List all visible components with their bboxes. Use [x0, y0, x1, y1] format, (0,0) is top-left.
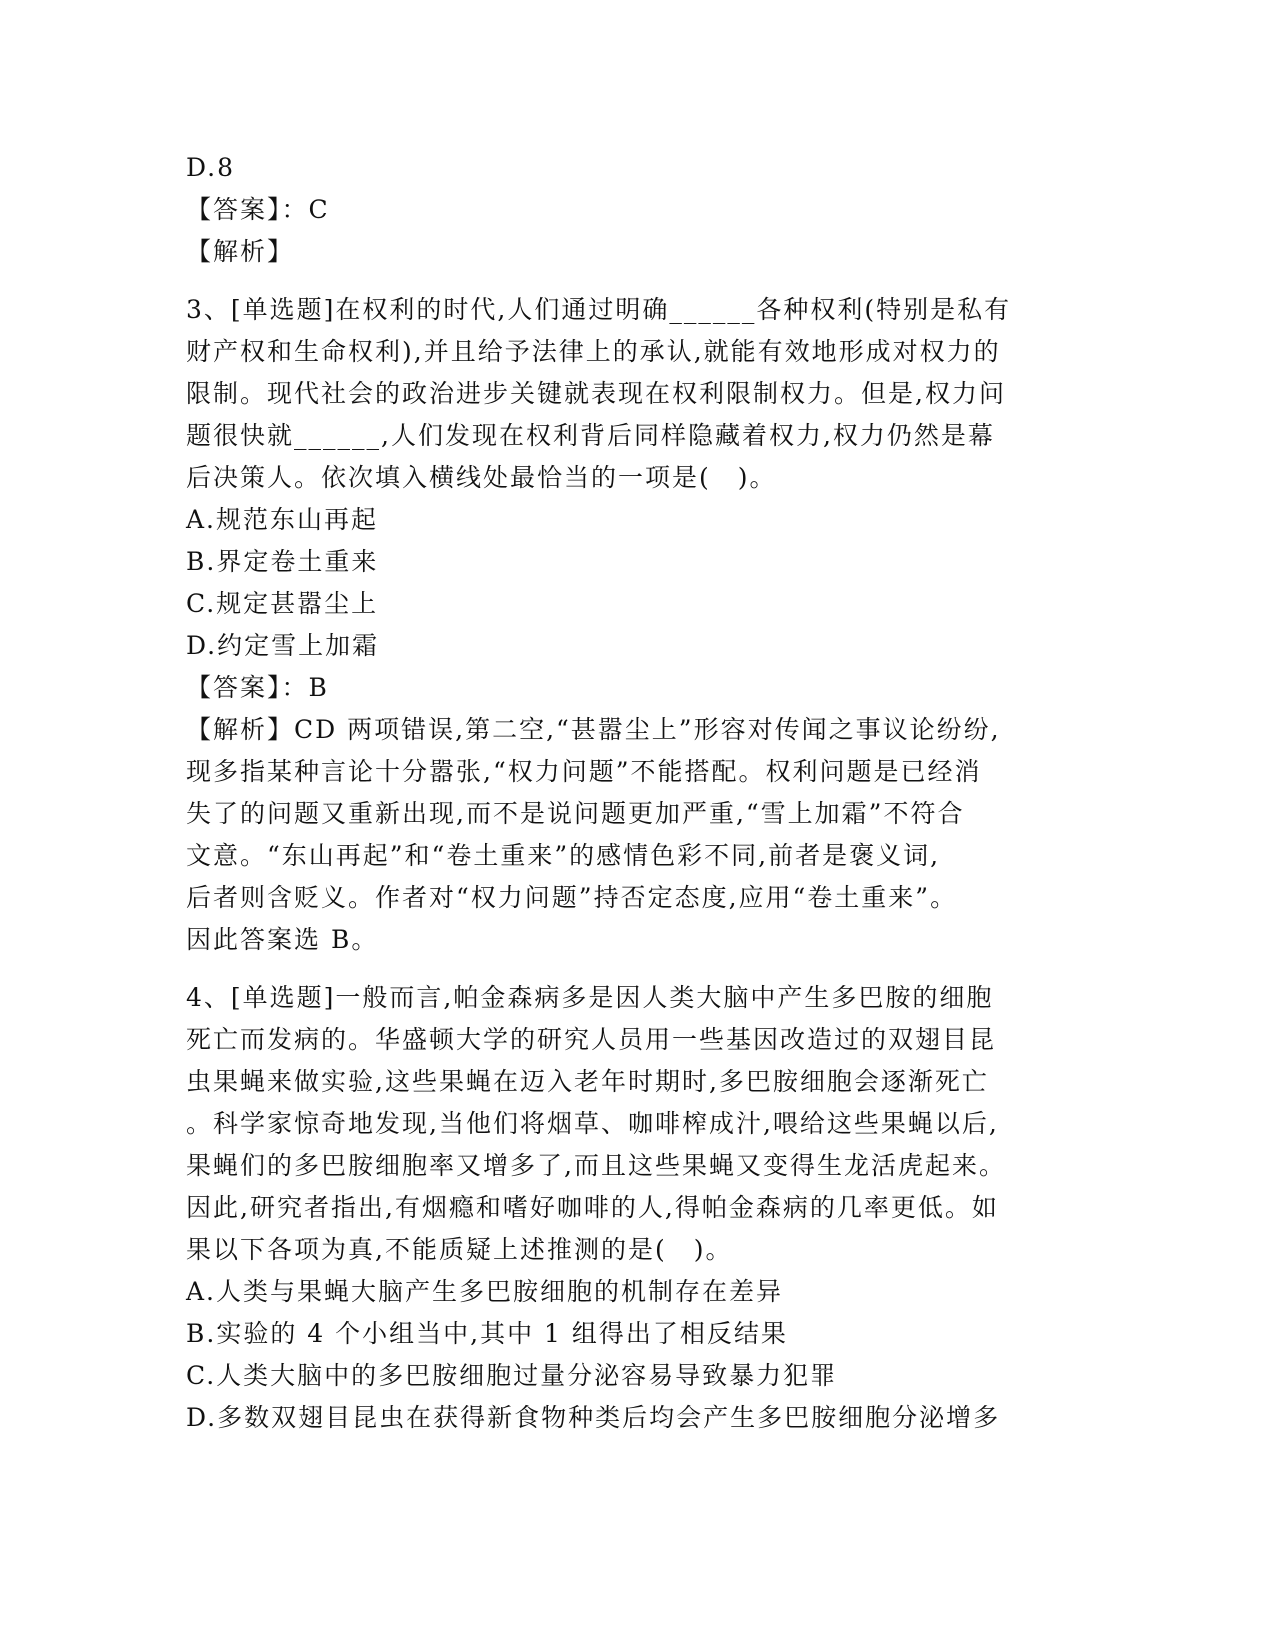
q4-option-a: A.人类与果蝇大脑产生多巴胺细胞的机制存在差异: [186, 1277, 784, 1306]
q4-stem-line: 果以下各项为真,不能质疑上述推测的是( )。: [186, 1235, 733, 1264]
q3-analysis-line: 因此答案选 B。: [186, 925, 379, 954]
question-4: [186, 977, 1086, 1439]
spacer: [186, 273, 1086, 289]
q4-stem-line: 4、[单选题]一般而言,帕金森病多是因人类大脑中产生多巴胺的细胞: [186, 983, 994, 1012]
question-3: [186, 289, 1086, 961]
q3-stem-line: 3、[单选题]在权利的时代,人们通过明确______各种权利(特别是私有: [186, 295, 1012, 324]
q3-analysis-line: 现多指某种言论十分嚣张,“权力问题”不能搭配。权利问题是已经消: [186, 757, 982, 786]
q4-option-c: C.人类大脑中的多巴胺细胞过量分泌容易导致暴力犯罪: [186, 1361, 838, 1390]
q3-stem-line: 财产权和生命权利),并且给予法律上的承认,就能有效地形成对权力的: [186, 337, 1001, 366]
q3-stem-line: 限制。现代社会的政治进步关键就表现在权利限制权力。但是,权力问: [186, 379, 1006, 408]
q4-stem-line: 因此,研究者指出,有烟瘾和嗜好咖啡的人,得帕金森病的几率更低。如: [186, 1193, 999, 1222]
q3-analysis-line: 文意。“东山再起”和“卷土重来”的感情色彩不同,前者是褒义词,: [186, 841, 941, 870]
q4-option-d: D.多数双翅目昆虫在获得新食物种类后均会产生多巴胺细胞分泌增多: [186, 1403, 1001, 1432]
q3-option-d: D.约定雪上加霜: [186, 631, 380, 660]
prev-answer: 【答案】：C: [186, 195, 330, 224]
q3-answer: 【答案】：B: [186, 673, 329, 702]
q3-option-b: B.界定卷土重来: [186, 547, 379, 576]
q3-option-c: C.规定甚嚣尘上: [186, 589, 379, 618]
prev-analysis: 【解析】: [186, 237, 295, 266]
q3-analysis-line: 失了的问题又重新出现,而不是说问题更加严重,“雪上加霜”不符合: [186, 799, 965, 828]
document-content: [186, 147, 1086, 1439]
q4-stem-line: 死亡而发病的。华盛顿大学的研究人员用一些基因改造过的双翅目昆: [186, 1025, 997, 1054]
q3-stem-line: 题很快就______,人们发现在权利背后同样隐藏着权力,权力仍然是幕: [186, 421, 995, 450]
q4-stem-line: 。科学家惊奇地发现,当他们将烟草、咖啡榨成汁,喂给这些果蝇以后,: [186, 1109, 999, 1138]
q4-stem-line: 果蝇们的多巴胺细胞率又增多了,而且这些果蝇又变得生龙活虎起来。: [186, 1151, 1006, 1180]
q3-stem-line: 后决策人。依次填入横线处最恰当的一项是( )。: [186, 463, 777, 492]
q3-analysis-line: 【解析】CD 两项错误,第二空,“甚嚣尘上”形容对传闻之事议论纷纷,: [186, 715, 1001, 744]
q3-analysis-line: 后者则含贬义。作者对“权力问题”持否定态度,应用“卷土重来”。: [186, 883, 958, 912]
q4-stem-line: 虫果蝇来做实验,这些果蝇在迈入老年时期时,多巴胺细胞会逐渐死亡: [186, 1067, 989, 1096]
q4-option-b: B.实验的 4 个小组当中,其中 1 组得出了相反结果: [186, 1319, 788, 1348]
prev-option-d: D.8: [186, 153, 236, 182]
spacer: [186, 961, 1086, 977]
q3-option-a: A.规范东山再起: [186, 505, 379, 534]
